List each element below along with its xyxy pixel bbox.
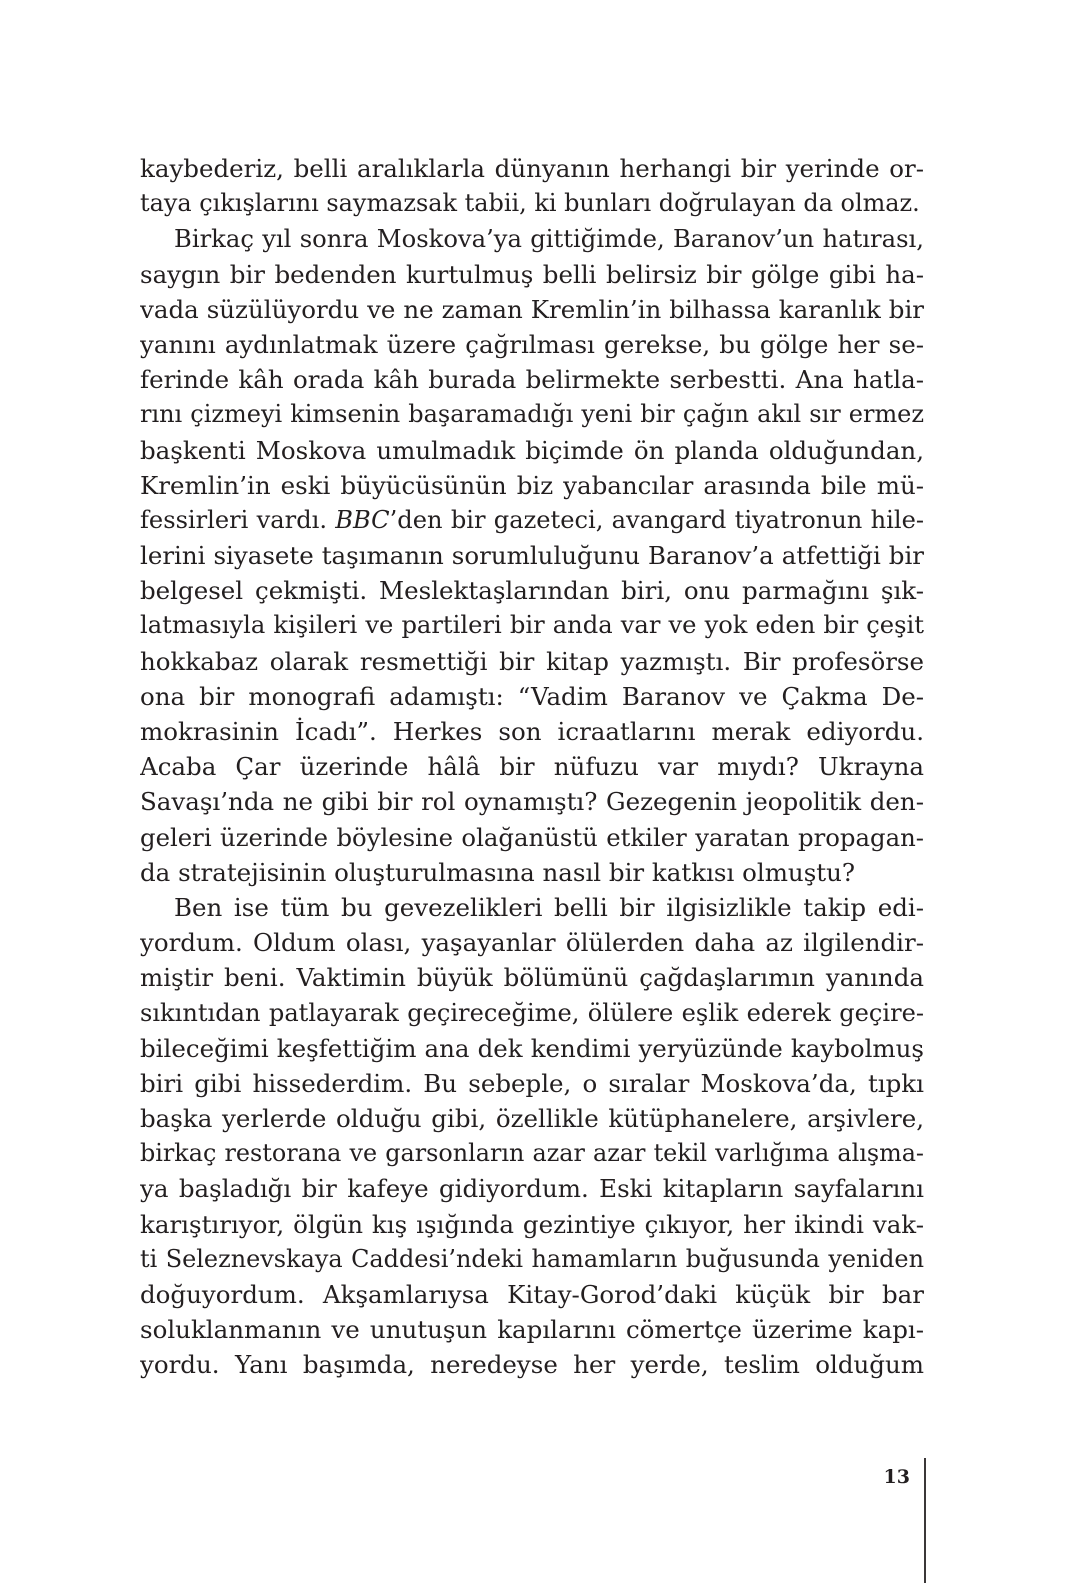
text-line xyxy=(140,890,924,925)
text-segment: lerini siyasete taşımanın sorumluluğunu Baranov’a atfettiği bir xyxy=(140,541,924,571)
text-segment: ti Seleznevskaya Caddesi’ndeki hamamların buğusunda yeniden xyxy=(140,1244,924,1273)
text-segment: Kremlin’in eski büyücüsünün biz yabancılar arasında bile mü- xyxy=(140,470,924,500)
text-segment: taya çıkışlarını saymazsak tabii, ki bunları doğrulayan da olmaz. xyxy=(140,189,920,218)
text-line xyxy=(140,608,924,643)
text-segment: Ben ise tüm bu gevezelikleri belli bir ilgisizlikle takip edi- xyxy=(174,892,924,922)
text-segment: karıştırıyor, ölgün kış ışığında gezintiye çıkıyor, her ikindi vak- xyxy=(140,1209,924,1239)
text-line xyxy=(140,257,924,292)
text-segment: miştir beni. Vaktimin büyük bölümünü çağdaşlarımın yanında xyxy=(140,963,924,993)
text-line xyxy=(140,1207,924,1242)
text-segment: biri gibi hissederdim. Bu sebeple, o sıralar Moskova’da, tıpkı xyxy=(140,1068,924,1098)
page-number: 13 xyxy=(883,1466,910,1488)
text-line xyxy=(140,573,924,608)
text-segment: Birkaç yıl sonra Moskova’ya gittiğimde, Baranov’un hatırası, xyxy=(174,224,924,254)
text-segment: yanını aydınlatmak üzere çağrılması gerekse, bu gölge her se- xyxy=(140,329,924,359)
text-segment: geleri üzerinde böylesine olağanüstü etkiler yaratan propagan- xyxy=(140,822,924,852)
text-line xyxy=(140,749,924,784)
text-line xyxy=(140,468,924,503)
text-line xyxy=(140,1031,924,1066)
italic-text: BBC xyxy=(335,505,390,534)
text-line xyxy=(140,397,924,432)
text-segment: Savaşı’nda ne gibi bir rol oynamıştı? Gezegenin jeopolitik den- xyxy=(140,787,924,817)
text-segment: Acaba Çar üzerinde hâlâ bir nüfuzu var mıydı? Ukrayna xyxy=(140,752,924,782)
text-line xyxy=(140,1242,924,1277)
text-segment: fessirleri vardı. xyxy=(140,505,336,534)
text-segment: ona bir monografi adamıştı: “Vadim Baranov ve Çakma De- xyxy=(140,681,924,711)
text-line xyxy=(140,292,924,327)
text-line xyxy=(140,925,924,960)
text-line xyxy=(140,960,924,995)
text-segment: belgesel çekmişti. Meslektaşlarından biri, onu parmağını şık- xyxy=(140,576,924,606)
text-segment: soluklanmanın ve unutuşun kapılarını cömertçe üzerime kapı- xyxy=(140,1315,924,1345)
body-text xyxy=(140,151,924,1383)
text-line xyxy=(140,1101,924,1136)
text-line xyxy=(140,186,924,221)
text-line xyxy=(140,714,924,749)
text-line xyxy=(140,503,924,538)
page-number-rule xyxy=(924,1458,926,1583)
text-line xyxy=(140,362,924,397)
text-line xyxy=(140,644,924,679)
text-line xyxy=(140,855,924,890)
text-line xyxy=(140,1136,924,1171)
text-line xyxy=(140,1066,924,1101)
text-segment: saygın bir bedenden kurtulmuş belli belirsiz bir gölge gibi ha- xyxy=(140,259,924,289)
text-line xyxy=(140,538,924,573)
text-line xyxy=(140,151,924,186)
text-segment: doğuyordum. Akşamlarıysa Kitay-Gorod’daki küçük bir bar xyxy=(140,1280,924,1309)
text-line xyxy=(140,433,924,468)
text-segment: rını çizmeyi kimsenin başaramadığı yeni bir çağın akıl sır ermez xyxy=(140,400,924,429)
text-segment: vada süzülüyordu ve ne zaman Kremlin’in bilhassa karanlık bir xyxy=(140,294,924,324)
text-line xyxy=(140,1277,924,1312)
text-segment: mokrasinin İcadı”. Herkes son icraatlarını merak ediyordu. xyxy=(140,717,924,746)
text-segment: yordu. Yanı başımda, neredeyse her yerde, teslim olduğum xyxy=(140,1350,924,1380)
text-line xyxy=(140,327,924,362)
text-segment: ’den bir gazeteci, avangard tiyatronun hile- xyxy=(389,505,924,534)
text-line xyxy=(140,996,924,1031)
text-segment: sıkıntıdan patlayarak geçireceğime, ölülere eşlik ederek geçire- xyxy=(140,998,924,1027)
text-segment: da stratejisinin oluşturulmasına nasıl bir katkısı olmuştu? xyxy=(140,857,856,887)
text-segment: latmasıyla kişileri ve partileri bir anda var ve yok eden bir çeşit xyxy=(140,611,924,640)
text-line xyxy=(140,1347,924,1382)
text-line xyxy=(140,679,924,714)
text-segment: başka yerlerde olduğu gibi, özellikle kütüphanelere, arşivlere, xyxy=(140,1104,924,1134)
text-segment: ferinde kâh orada kâh burada belirmekte serbestti. Ana hatla- xyxy=(140,365,924,395)
text-segment: bileceğimi keşfettiğim ana dek kendimi yeryüzünde kaybolmuş xyxy=(140,1033,924,1063)
text-segment: hokkabaz olarak resmettiği bir kitap yazmıştı. Bir profesörse xyxy=(140,646,924,676)
text-line xyxy=(140,1312,924,1347)
text-line xyxy=(140,1171,924,1206)
text-line xyxy=(140,820,924,855)
text-line xyxy=(140,221,924,256)
text-segment: başkenti Moskova umulmadık biçimde ön planda olduğundan, xyxy=(140,435,924,465)
text-segment: ya başladığı bir kafeye gidiyordum. Eski kitapların sayfalarını xyxy=(140,1174,924,1204)
text-line xyxy=(140,784,924,819)
text-segment: yordum. Oldum olası, yaşayanlar ölülerden daha az ilgilendir- xyxy=(140,928,924,958)
text-segment: birkaç restorana ve garsonların azar azar tekil varlığıma alışma- xyxy=(140,1139,924,1168)
text-segment: kaybederiz, belli aralıklarla dünyanın herhangi bir yerinde or- xyxy=(140,154,924,183)
